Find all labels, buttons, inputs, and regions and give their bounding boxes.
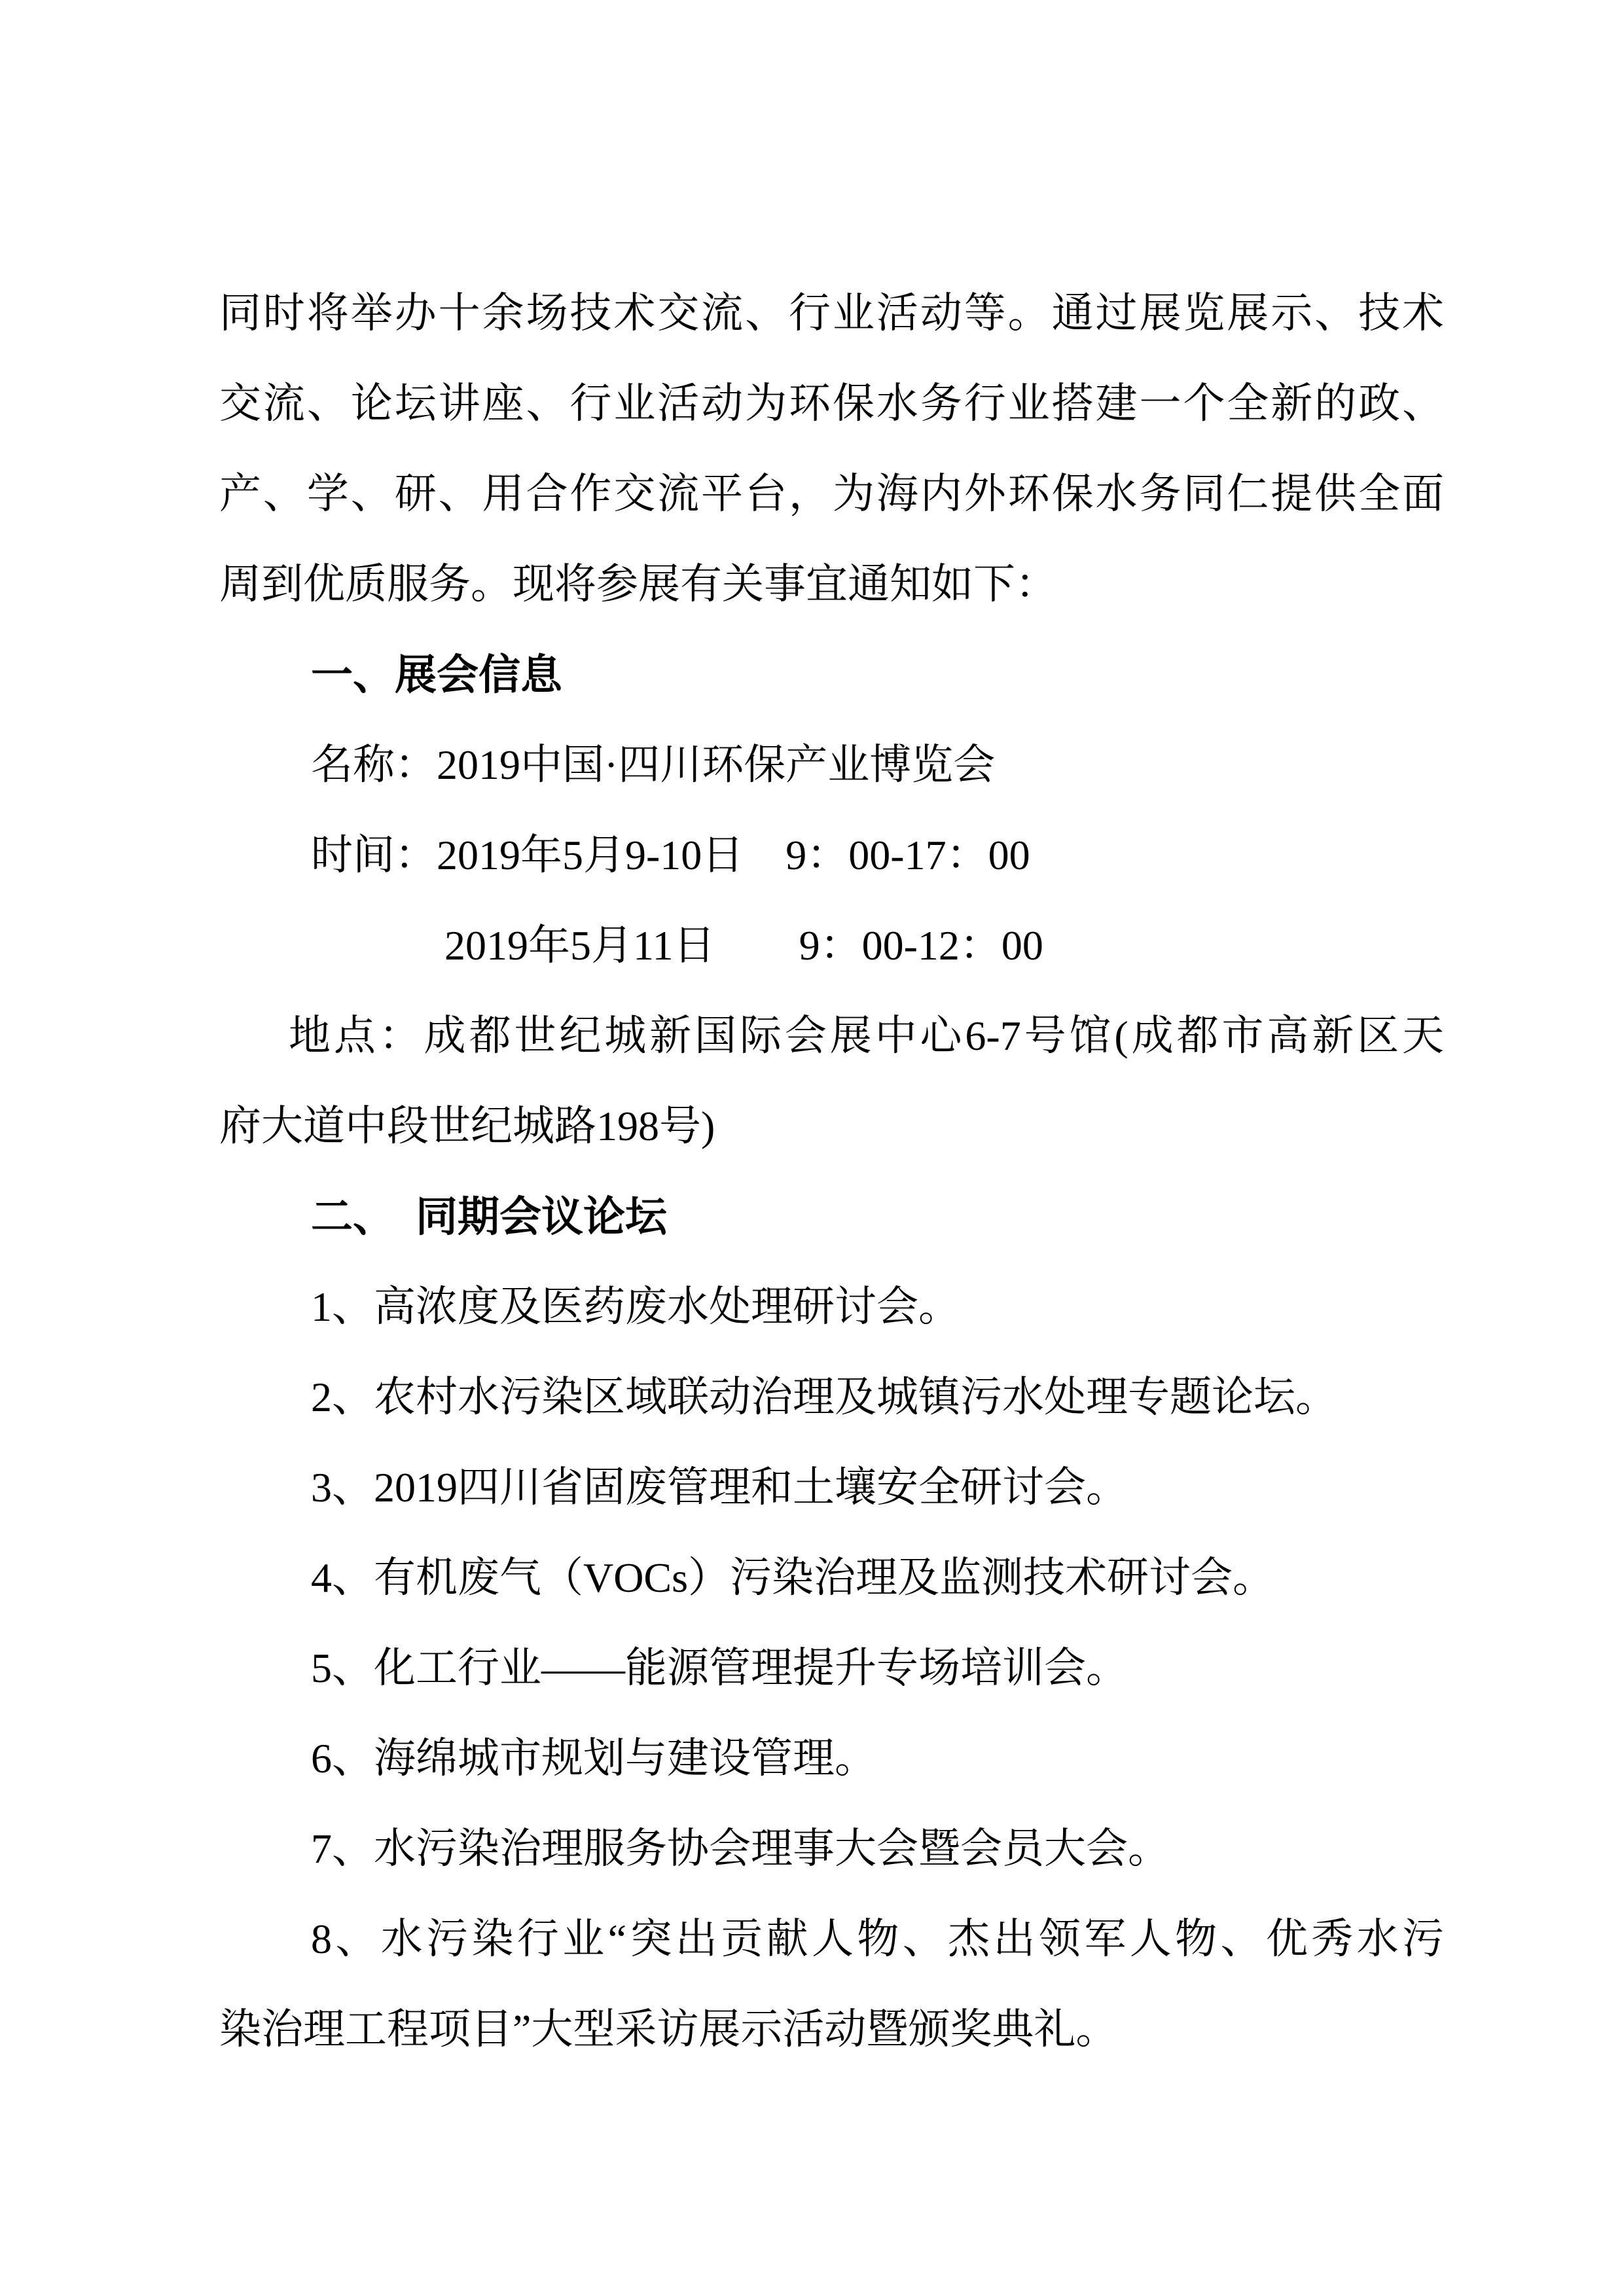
forum-item-7: 7、水污染治理服务协会理事大会暨会员大会。 (311, 1825, 1170, 1872)
intro-paragraph-line-4: 周到优质服务。现将参展有关事宜通知如下： (219, 561, 1057, 607)
expo-location-line-2: 府大道中段世纪城路198号) (219, 1103, 715, 1149)
forum-item-1: 1、高浓度及医药废水处理研讨会。 (311, 1283, 960, 1330)
forum-item-4: 4、有机废气（VOCs）污染治理及监测技术研讨会。 (311, 1554, 1275, 1601)
forum-item-8: 8、水污染行业“突出贡献人物、杰出领军人物、优秀水污 (311, 1916, 1444, 1962)
expo-location-line-1: 地点：成都世纪城新国际会展中心6-7号馆(成都市高新区天 (289, 1013, 1444, 1059)
expo-time-line-1: 时间：2019年5月9-10日 9：00-17：00 (311, 832, 1030, 878)
expo-name-line: 名称：2019中国·四川环保产业博览会 (311, 742, 996, 788)
forum-item-6: 6、海绵城市规划与建设管理。 (311, 1735, 876, 1782)
forum-item-8-wrap-line: 染治理工程项目”大型采访展示活动暨颁奖典礼。 (219, 2006, 1118, 2053)
forum-item-3: 3、2019四川省固废管理和土壤安全研讨会。 (311, 1464, 1128, 1511)
intro-paragraph-line-2: 交流、论坛讲座、行业活动为环保水务行业搭建一个全新的政、 (219, 380, 1444, 427)
section-heading-expo-info: 一、展会信息 (311, 651, 562, 698)
intro-paragraph-line-3: 产、学、研、用合作交流平台，为海内外环保水务同仁提供全面 (219, 471, 1444, 517)
forum-item-2: 2、农村水污染区域联动治理及城镇污水处理专题论坛。 (311, 1374, 1337, 1420)
section-heading-forums: 二、 同期会议论坛 (311, 1193, 667, 1240)
forum-item-5: 5、化工行业——能源管理提升专场培训会。 (311, 1645, 1128, 1691)
intro-paragraph-line-1: 同时将举办十余场技术交流、行业活动等。通过展览展示、技术 (219, 290, 1444, 336)
expo-time-line-2: 2019年5月11日 9：00-12：00 (444, 922, 1043, 969)
